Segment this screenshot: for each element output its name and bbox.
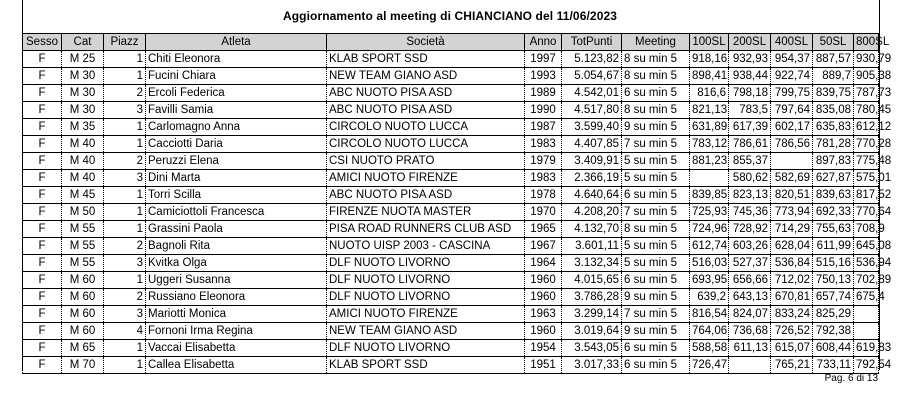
cell-total-points: 3.132,34 — [562, 255, 622, 272]
column-header-sex: Sesso — [23, 34, 62, 51]
cell-100sl: 898,41 — [690, 68, 729, 85]
column-header-year: Anno — [525, 34, 562, 51]
cell-100sl: 725,93 — [690, 204, 729, 221]
table-row — [23, 323, 879, 340]
cell-sex: F — [23, 187, 62, 204]
cell-total-points: 3.017,33 — [562, 357, 622, 374]
cell-place: 2 — [104, 85, 146, 102]
cell-sex: F — [23, 51, 62, 68]
cell-800sl: 817,52 — [854, 187, 879, 204]
cell-athlete: Russiano Eleonora — [146, 289, 327, 306]
cell-athlete: Camiciottoli Francesca — [146, 204, 327, 221]
cell-200sl: 786,61 — [729, 136, 771, 153]
cell-400sl: 726,52 — [771, 323, 813, 340]
cell-800sl: 905,38 — [854, 68, 879, 85]
cell-total-points: 4.208,20 — [562, 204, 622, 221]
cell-year: 1954 — [525, 340, 562, 357]
cell-total-points: 3.599,40 — [562, 119, 622, 136]
cell-400sl: 536,84 — [771, 255, 813, 272]
cell-club: CIRCOLO NUOTO LUCCA — [327, 119, 525, 136]
cell-sex: F — [23, 272, 62, 289]
cell-sex: F — [23, 323, 62, 340]
cell-200sl: 745,36 — [729, 204, 771, 221]
cell-athlete: Fucini Chiara — [146, 68, 327, 85]
cell-place: 3 — [104, 102, 146, 119]
cell-meeting: 8 su min 5 — [622, 68, 690, 85]
cell-place: 1 — [104, 221, 146, 238]
cell-50sl: 792,38 — [813, 323, 854, 340]
cell-800sl: 645,08 — [854, 238, 879, 255]
cell-club: FIRENZE NUOTA MASTER — [327, 204, 525, 221]
cell-category: M 60 — [62, 272, 104, 289]
cell-400sl: 602,17 — [771, 119, 813, 136]
cell-club: CSI NUOTO PRATO — [327, 153, 525, 170]
cell-800sl: 780,45 — [854, 102, 879, 119]
cell-400sl: 922,74 — [771, 68, 813, 85]
cell-category: M 40 — [62, 136, 104, 153]
table-row — [23, 289, 879, 306]
cell-meeting: 9 su min 5 — [622, 289, 690, 306]
cell-category: M 25 — [62, 51, 104, 68]
cell-athlete: Mariotti Monica — [146, 306, 327, 323]
table-row — [23, 238, 879, 255]
cell-athlete: Favilli Samia — [146, 102, 327, 119]
cell-total-points: 5.123,82 — [562, 51, 622, 68]
cell-category: M 40 — [62, 170, 104, 187]
cell-200sl: 643,13 — [729, 289, 771, 306]
cell-year: 1960 — [525, 323, 562, 340]
cell-800sl: 702,89 — [854, 272, 879, 289]
cell-category: M 55 — [62, 238, 104, 255]
cell-place: 2 — [104, 238, 146, 255]
cell-100sl: 588,58 — [690, 340, 729, 357]
cell-100sl: 631,89 — [690, 119, 729, 136]
cell-50sl: 839,75 — [813, 85, 854, 102]
table-row — [23, 85, 879, 102]
cell-50sl: 627,87 — [813, 170, 854, 187]
column-header-total-points: TotPunti — [562, 34, 622, 51]
cell-800sl — [854, 306, 879, 323]
cell-meeting: 7 su min 5 — [622, 204, 690, 221]
cell-year: 1987 — [525, 119, 562, 136]
cell-year: 1990 — [525, 102, 562, 119]
cell-400sl: 765,21 — [771, 357, 813, 374]
cell-total-points: 3.543,05 — [562, 340, 622, 357]
cell-sex: F — [23, 340, 62, 357]
cell-50sl: 611,99 — [813, 238, 854, 255]
cell-400sl: 712,02 — [771, 272, 813, 289]
cell-meeting: 8 su min 5 — [622, 221, 690, 238]
cell-athlete: Vaccai Elisabetta — [146, 340, 327, 357]
cell-club: AMICI NUOTO FIRENZE — [327, 170, 525, 187]
cell-club: ABC NUOTO PISA ASD — [327, 85, 525, 102]
cell-50sl: 825,29 — [813, 306, 854, 323]
cell-place: 1 — [104, 357, 146, 374]
cell-athlete: Callea Elisabetta — [146, 357, 327, 374]
cell-place: 4 — [104, 323, 146, 340]
cell-400sl: 833,24 — [771, 306, 813, 323]
cell-category: M 60 — [62, 289, 104, 306]
cell-total-points: 5.054,67 — [562, 68, 622, 85]
cell-year: 1967 — [525, 238, 562, 255]
cell-400sl: 615,07 — [771, 340, 813, 357]
cell-athlete: Torri Scilla — [146, 187, 327, 204]
cell-place: 1 — [104, 68, 146, 85]
cell-50sl: 755,63 — [813, 221, 854, 238]
cell-400sl: 799,75 — [771, 85, 813, 102]
cell-athlete: Kvitka Olga — [146, 255, 327, 272]
cell-400sl: 820,51 — [771, 187, 813, 204]
table-row — [23, 51, 879, 68]
cell-sex: F — [23, 221, 62, 238]
cell-100sl: 693,95 — [690, 272, 729, 289]
cell-sex: F — [23, 119, 62, 136]
column-header-800sl: 800SL — [854, 34, 879, 51]
cell-800sl: 612,12 — [854, 119, 879, 136]
cell-category: M 55 — [62, 221, 104, 238]
cell-meeting: 5 su min 5 — [622, 255, 690, 272]
cell-athlete: Cacciotti Daria — [146, 136, 327, 153]
table-row — [23, 102, 879, 119]
cell-place: 2 — [104, 153, 146, 170]
cell-800sl — [854, 323, 879, 340]
column-header-category: Cat — [62, 34, 104, 51]
cell-category: M 30 — [62, 85, 104, 102]
cell-100sl: 918,16 — [690, 51, 729, 68]
cell-400sl: 954,37 — [771, 51, 813, 68]
cell-100sl: 881,23 — [690, 153, 729, 170]
cell-sex: F — [23, 136, 62, 153]
cell-200sl: 656,66 — [729, 272, 771, 289]
cell-place: 1 — [104, 272, 146, 289]
cell-total-points: 3.409,91 — [562, 153, 622, 170]
column-header-athlete: Atleta — [146, 34, 327, 51]
table-body — [23, 51, 892, 374]
column-header-50sl: 50SL — [813, 34, 854, 51]
cell-place: 3 — [104, 170, 146, 187]
cell-place: 1 — [104, 51, 146, 68]
cell-100sl: 816,6 — [690, 85, 729, 102]
cell-200sl: 617,39 — [729, 119, 771, 136]
cell-100sl: 783,12 — [690, 136, 729, 153]
cell-year: 1951 — [525, 357, 562, 374]
column-header-club: Società — [327, 34, 525, 51]
cell-total-points: 3.786,28 — [562, 289, 622, 306]
cell-200sl: 798,18 — [729, 85, 771, 102]
cell-sex: F — [23, 357, 62, 374]
cell-athlete: Peruzzi Elena — [146, 153, 327, 170]
cell-year: 1989 — [525, 85, 562, 102]
cell-200sl: 932,93 — [729, 51, 771, 68]
table-row — [23, 255, 879, 272]
cell-100sl: 612,74 — [690, 238, 729, 255]
cell-total-points: 3.019,64 — [562, 323, 622, 340]
cell-total-points: 4.542,01 — [562, 85, 622, 102]
cell-club: KLAB SPORT SSD — [327, 357, 525, 374]
cell-total-points: 4.132,70 — [562, 221, 622, 238]
cell-800sl: 792,54 — [854, 357, 879, 374]
table-row — [23, 68, 879, 85]
cell-400sl: 628,04 — [771, 238, 813, 255]
cell-place: 1 — [104, 187, 146, 204]
cell-total-points: 3.601,11 — [562, 238, 622, 255]
cell-200sl — [729, 357, 771, 374]
cell-50sl: 781,28 — [813, 136, 854, 153]
cell-club: DLF NUOTO LIVORNO — [327, 289, 525, 306]
cell-400sl — [771, 153, 813, 170]
cell-50sl: 887,57 — [813, 51, 854, 68]
cell-category: M 45 — [62, 187, 104, 204]
cell-category: M 70 — [62, 357, 104, 374]
cell-100sl: 816,54 — [690, 306, 729, 323]
cell-800sl: 930,79 — [854, 51, 879, 68]
cell-club: ABC NUOTO PISA ASD — [327, 187, 525, 204]
table-row — [23, 221, 879, 238]
cell-400sl: 714,29 — [771, 221, 813, 238]
cell-400sl: 786,56 — [771, 136, 813, 153]
cell-50sl: 889,7 — [813, 68, 854, 85]
cell-meeting: 7 su min 5 — [622, 136, 690, 153]
cell-total-points: 4.640,64 — [562, 187, 622, 204]
cell-place: 1 — [104, 136, 146, 153]
cell-sex: F — [23, 289, 62, 306]
cell-year: 1965 — [525, 221, 562, 238]
cell-year: 1963 — [525, 306, 562, 323]
cell-athlete: Uggeri Susanna — [146, 272, 327, 289]
table-row — [23, 204, 879, 221]
column-header-100sl: 100SL — [690, 34, 729, 51]
cell-club: CIRCOLO NUOTO LUCCA — [327, 136, 525, 153]
cell-category: M 55 — [62, 255, 104, 272]
cell-total-points: 2.366,19 — [562, 170, 622, 187]
cell-category: M 40 — [62, 153, 104, 170]
cell-800sl: 770,28 — [854, 136, 879, 153]
cell-year: 1960 — [525, 289, 562, 306]
cell-400sl: 582,69 — [771, 170, 813, 187]
cell-total-points: 4.407,85 — [562, 136, 622, 153]
cell-category: M 60 — [62, 306, 104, 323]
cell-meeting: 8 su min 5 — [622, 102, 690, 119]
cell-200sl: 728,92 — [729, 221, 771, 238]
cell-sex: F — [23, 204, 62, 221]
cell-place: 1 — [104, 340, 146, 357]
cell-meeting: 5 su min 5 — [622, 153, 690, 170]
cell-year: 1979 — [525, 153, 562, 170]
results-table — [22, 33, 892, 374]
cell-total-points: 3.299,14 — [562, 306, 622, 323]
table-row — [23, 136, 879, 153]
page-number: Pag. 6 di 13 — [824, 373, 878, 384]
cell-place: 1 — [104, 204, 146, 221]
cell-100sl: 821,13 — [690, 102, 729, 119]
cell-800sl: 787,73 — [854, 85, 879, 102]
cell-athlete: Dini Marta — [146, 170, 327, 187]
page-title: Aggiornamento al meeting di CHIANCIANO del 11/06/2023 — [282, 9, 618, 23]
cell-year: 1964 — [525, 255, 562, 272]
cell-meeting: 6 su min 5 — [622, 340, 690, 357]
cell-800sl: 770,64 — [854, 204, 879, 221]
cell-200sl: 611,13 — [729, 340, 771, 357]
cell-total-points: 4.015,65 — [562, 272, 622, 289]
cell-meeting: 5 su min 5 — [622, 238, 690, 255]
cell-50sl: 515,16 — [813, 255, 854, 272]
table-row — [23, 306, 879, 323]
cell-sex: F — [23, 153, 62, 170]
cell-sex: F — [23, 68, 62, 85]
cell-200sl: 823,13 — [729, 187, 771, 204]
cell-50sl: 750,13 — [813, 272, 854, 289]
cell-200sl: 736,68 — [729, 323, 771, 340]
cell-meeting: 6 su min 5 — [622, 187, 690, 204]
cell-athlete: Grassini Paola — [146, 221, 327, 238]
column-header-200sl: 200SL — [729, 34, 771, 51]
cell-200sl: 938,44 — [729, 68, 771, 85]
cell-place: 2 — [104, 289, 146, 306]
cell-meeting: 5 su min 5 — [622, 170, 690, 187]
cell-800sl: 619,83 — [854, 340, 879, 357]
cell-category: M 35 — [62, 119, 104, 136]
cell-200sl: 855,37 — [729, 153, 771, 170]
cell-800sl: 708,9 — [854, 221, 879, 238]
cell-club: DLF NUOTO LIVORNO — [327, 272, 525, 289]
cell-category: M 30 — [62, 102, 104, 119]
cell-club: DLF NUOTO LIVORNO — [327, 340, 525, 357]
cell-sex: F — [23, 170, 62, 187]
cell-category: M 65 — [62, 340, 104, 357]
cell-athlete: Fornoni Irma Regina — [146, 323, 327, 340]
cell-sex: F — [23, 238, 62, 255]
cell-800sl: 675,4 — [854, 289, 879, 306]
cell-club: PISA ROAD RUNNERS CLUB ASD — [327, 221, 525, 238]
cell-800sl: 575,01 — [854, 170, 879, 187]
table-row — [23, 187, 879, 204]
cell-category: M 50 — [62, 204, 104, 221]
cell-50sl: 839,63 — [813, 187, 854, 204]
cell-400sl: 670,81 — [771, 289, 813, 306]
cell-50sl: 635,83 — [813, 119, 854, 136]
cell-100sl: 726,47 — [690, 357, 729, 374]
cell-club: NEW TEAM GIANO ASD — [327, 323, 525, 340]
cell-200sl: 824,07 — [729, 306, 771, 323]
cell-200sl: 580,62 — [729, 170, 771, 187]
cell-year: 1960 — [525, 272, 562, 289]
cell-50sl: 835,08 — [813, 102, 854, 119]
cell-club: KLAB SPORT SSD — [327, 51, 525, 68]
cell-club: AMICI NUOTO FIRENZE — [327, 306, 525, 323]
cell-place: 3 — [104, 306, 146, 323]
cell-100sl: 724,96 — [690, 221, 729, 238]
cell-year: 1983 — [525, 170, 562, 187]
cell-club: NUOTO UISP 2003 - CASCINA — [327, 238, 525, 255]
cell-400sl: 797,64 — [771, 102, 813, 119]
cell-total-points: 4.517,80 — [562, 102, 622, 119]
cell-200sl: 783,5 — [729, 102, 771, 119]
cell-club: NEW TEAM GIANO ASD — [327, 68, 525, 85]
cell-place: 1 — [104, 119, 146, 136]
cell-400sl: 773,94 — [771, 204, 813, 221]
cell-50sl: 608,44 — [813, 340, 854, 357]
column-header-400sl: 400SL — [771, 34, 813, 51]
cell-club: ABC NUOTO PISA ASD — [327, 102, 525, 119]
cell-meeting: 6 su min 5 — [622, 85, 690, 102]
cell-50sl: 733,11 — [813, 357, 854, 374]
cell-club: DLF NUOTO LIVORNO — [327, 255, 525, 272]
cell-meeting: 9 su min 5 — [622, 119, 690, 136]
header-row — [23, 34, 879, 51]
cell-sex: F — [23, 102, 62, 119]
cell-50sl: 897,83 — [813, 153, 854, 170]
cell-year: 1970 — [525, 204, 562, 221]
cell-800sl: 775,48 — [854, 153, 879, 170]
cell-meeting: 6 su min 5 — [622, 357, 690, 374]
cell-sex: F — [23, 255, 62, 272]
cell-50sl: 692,33 — [813, 204, 854, 221]
cell-sex: F — [23, 306, 62, 323]
table-row — [23, 357, 879, 374]
cell-year: 1978 — [525, 187, 562, 204]
cell-year: 1997 — [525, 51, 562, 68]
cell-year: 1993 — [525, 68, 562, 85]
cell-category: M 60 — [62, 323, 104, 340]
cell-800sl: 536,94 — [854, 255, 879, 272]
cell-category: M 30 — [62, 68, 104, 85]
cell-meeting: 6 su min 5 — [622, 272, 690, 289]
column-header-meeting: Meeting — [622, 34, 690, 51]
table-row — [23, 272, 879, 289]
cell-meeting: 7 su min 5 — [622, 306, 690, 323]
cell-year: 1983 — [525, 136, 562, 153]
cell-place: 3 — [104, 255, 146, 272]
cell-50sl: 657,74 — [813, 289, 854, 306]
cell-100sl — [690, 170, 729, 187]
cell-100sl: 764,06 — [690, 323, 729, 340]
cell-meeting: 9 su min 5 — [622, 323, 690, 340]
cell-200sl: 603,26 — [729, 238, 771, 255]
table-row — [23, 340, 879, 357]
table-row — [23, 153, 879, 170]
cell-200sl: 527,37 — [729, 255, 771, 272]
cell-sex: F — [23, 85, 62, 102]
table-row — [23, 119, 879, 136]
column-header-place: Piazz — [104, 34, 146, 51]
cell-meeting: 8 su min 5 — [622, 51, 690, 68]
cell-100sl: 516,03 — [690, 255, 729, 272]
cell-athlete: Chiti Eleonora — [146, 51, 327, 68]
cell-athlete: Ercoli Federica — [146, 85, 327, 102]
cell-100sl: 639,2 — [690, 289, 729, 306]
cell-athlete: Bagnoli Rita — [146, 238, 327, 255]
cell-100sl: 839,85 — [690, 187, 729, 204]
cell-athlete: Carlomagno Anna — [146, 119, 327, 136]
table-row — [23, 170, 879, 187]
